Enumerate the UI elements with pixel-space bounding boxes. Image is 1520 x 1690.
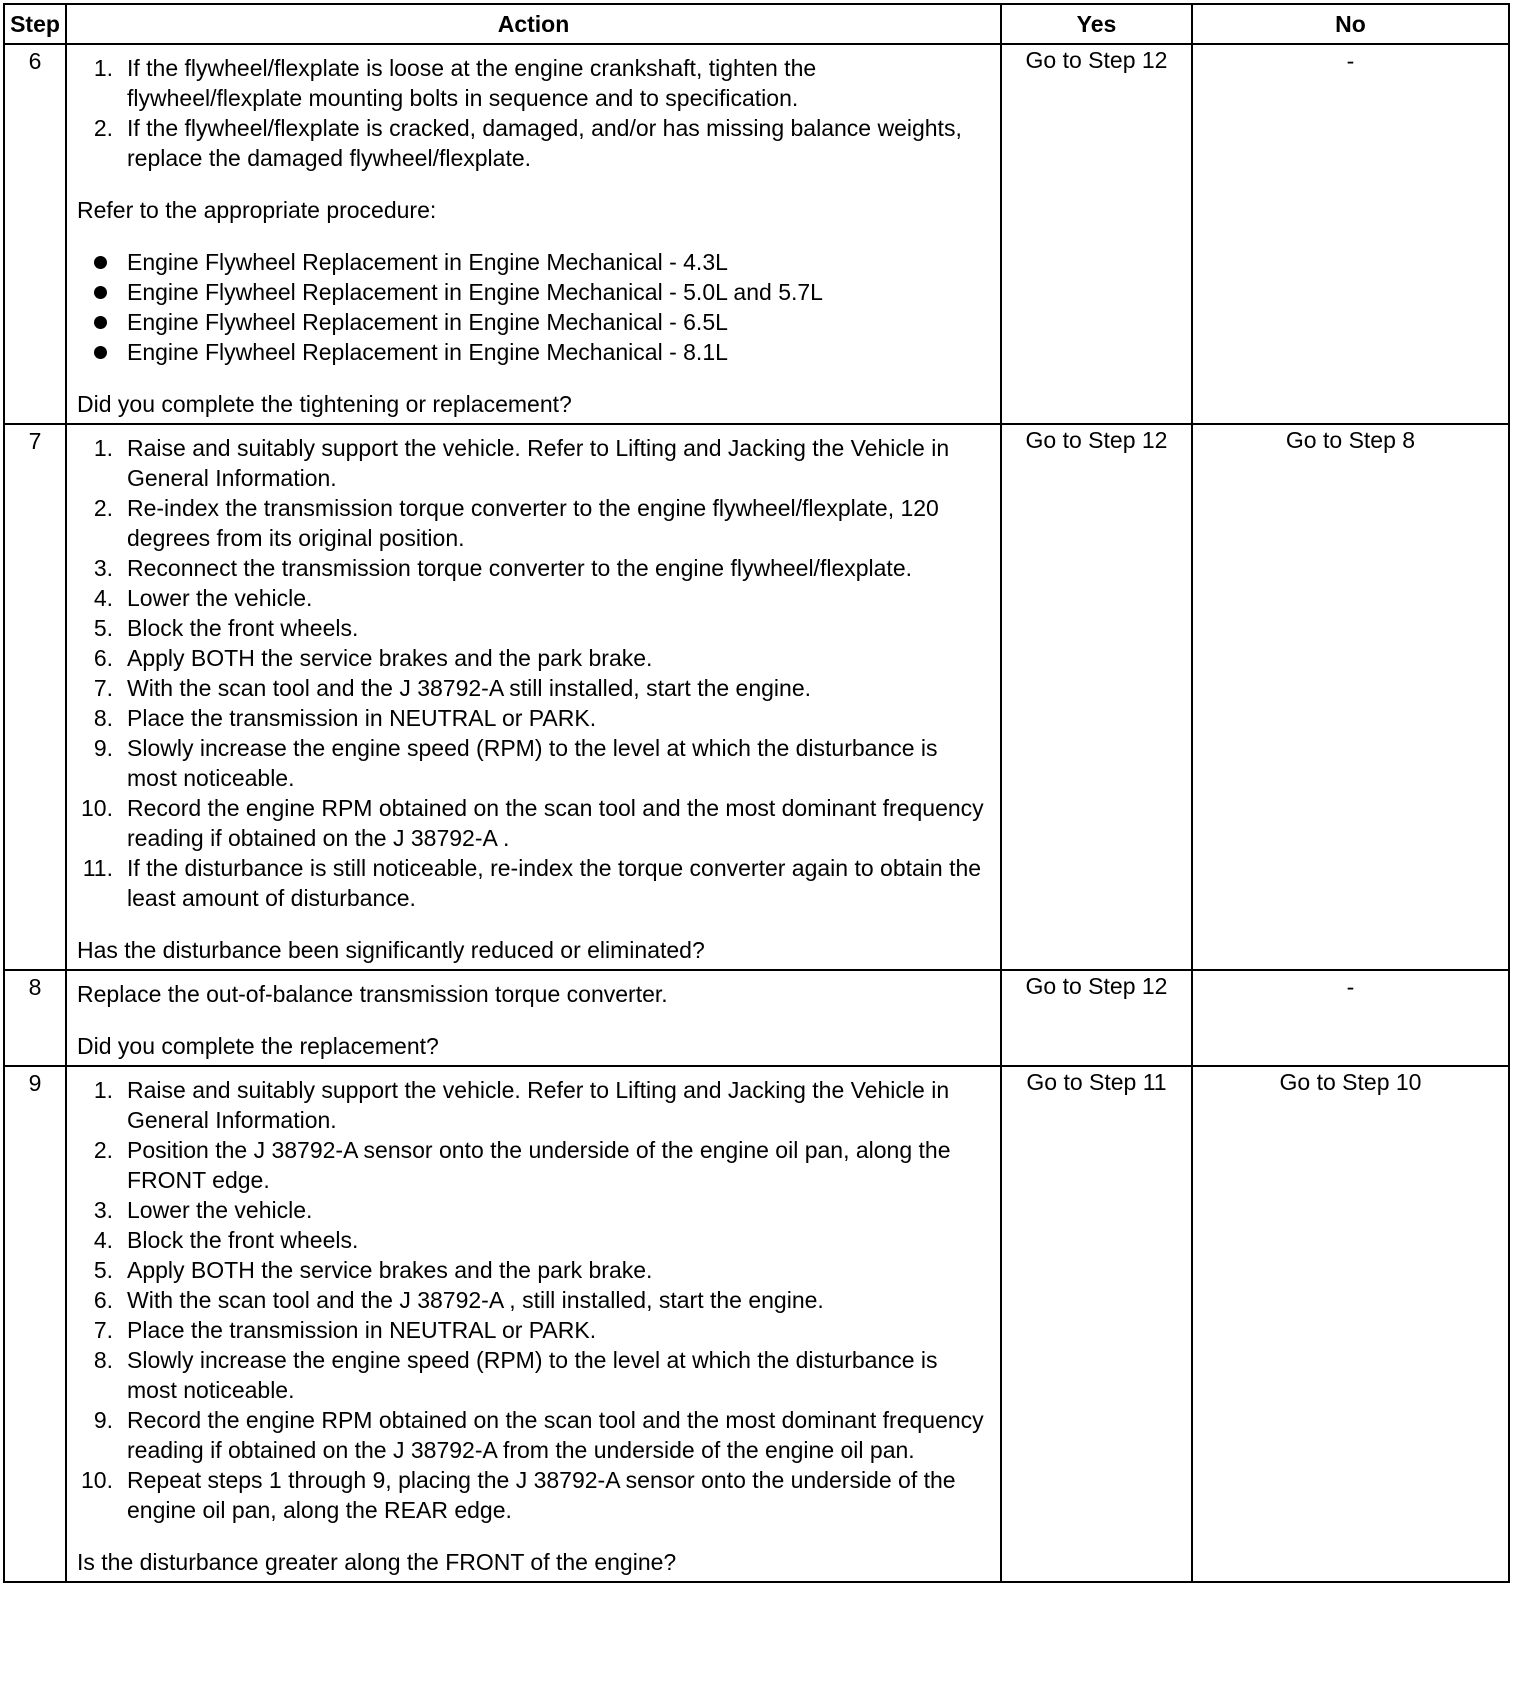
question-text: Has the disturbance been significantly reduced or eliminated? [77, 937, 705, 963]
list-item: 8. Slowly increase the engine speed (RPM) to the level at which the disturbance is most noticeable. [93, 1347, 938, 1403]
step-number: 6 [4, 44, 66, 424]
list-item: Engine Flywheel Replacement in Engine Mechanical - 8.1L [77, 337, 990, 367]
yes-cell: Go to Step 12 [1001, 44, 1192, 424]
yes-cell: Go to Step 12 [1001, 424, 1192, 970]
list-item: 5. Block the front wheels. [93, 615, 359, 641]
list-item: 4. Block the front wheels. [93, 1227, 359, 1253]
list-item: 5. Apply BOTH the service brakes and the park brake. [93, 1257, 653, 1283]
header-no: No [1192, 4, 1509, 44]
table-row-step-8 [4, 970, 1509, 1066]
question-text: Is the disturbance greater along the FRONT of the engine? [77, 1549, 677, 1575]
header-action: Action [66, 4, 1001, 44]
yes-cell: Go to Step 11 [1001, 1066, 1192, 1582]
list-item: 1. Raise and suitably support the vehicle. Refer to Lifting and Jacking the Vehicle in General Information. [93, 435, 950, 491]
list-item: 10. Repeat steps 1 through 9, placing the J 38792-A sensor onto the underside of the engine oil pan, along the REAR edge. [81, 1467, 956, 1523]
list-item: Engine Flywheel Replacement in Engine Mechanical - 6.5L [77, 307, 990, 337]
step-number: 8 [4, 970, 66, 1066]
no-cell: - [1192, 970, 1509, 1066]
list-item: 3. Reconnect the transmission torque converter to the engine flywheel/flexplate. [93, 555, 912, 581]
action-cell [66, 970, 1001, 1066]
bullet-icon [94, 346, 107, 359]
list-item: 7. With the scan tool and the J 38792-A still installed, start the engine. [93, 675, 812, 701]
step-number: 9 [4, 1066, 66, 1582]
list-item: 6. With the scan tool and the J 38792-A , still installed, start the engine. [93, 1287, 824, 1313]
action-cell [66, 1066, 1001, 1582]
list-item: 8. Place the transmission in NEUTRAL or PARK. [93, 705, 597, 731]
list-item: 9. Slowly increase the engine speed (RPM) to the level at which the disturbance is most noticeable. [93, 735, 938, 791]
action-cell [66, 44, 1001, 424]
no-cell: Go to Step 10 [1192, 1066, 1509, 1582]
list-item: 6. Apply BOTH the service brakes and the park brake. [93, 645, 653, 671]
action-list [77, 53, 990, 173]
question-text: Did you complete the tightening or replacement? [77, 391, 572, 417]
list-item: 11. If the disturbance is still noticeable, re-index the torque converter again to obtain the least amount of disturbance. [82, 855, 982, 911]
list-item: 7. Place the transmission in NEUTRAL or PARK. [93, 1317, 597, 1343]
no-cell: Go to Step 8 [1192, 424, 1509, 970]
list-item: 2. Re-index the transmission torque converter to the engine flywheel/flexplate, 120 degrees from its original position. [93, 495, 939, 551]
question-text: Did you complete the replacement? [77, 1033, 439, 1059]
bullet-icon [94, 256, 107, 269]
list-item: Engine Flywheel Replacement in Engine Mechanical - 4.3L [77, 247, 990, 277]
header-yes: Yes [1001, 4, 1192, 44]
no-cell: - [1192, 44, 1509, 424]
list-item: Engine Flywheel Replacement in Engine Mechanical - 5.0L and 5.7L [77, 277, 990, 307]
action-text: Replace the out-of-balance transmission torque converter. [77, 981, 668, 1007]
list-item: 3. Lower the vehicle. [93, 1197, 313, 1223]
list-item: 2. If the flywheel/flexplate is cracked, damaged, and/or has missing balance weights, replace the damaged flywheel/flexplate. [93, 115, 962, 171]
list-item: 1. Raise and suitably support the vehicle. Refer to Lifting and Jacking the Vehicle in General Information. [93, 1077, 950, 1133]
table-row-step-6 [4, 44, 1509, 424]
step-number: 7 [4, 424, 66, 970]
table-row-step-9 [4, 1066, 1509, 1582]
refer-text: Refer to the appropriate procedure: [77, 197, 437, 223]
header-step: Step [4, 4, 66, 44]
list-item: 10. Record the engine RPM obtained on the scan tool and the most dominant frequency reading if obtained on the J 38792-A . [81, 795, 984, 851]
list-item: 1. If the flywheel/flexplate is loose at the engine crankshaft, tighten the flywheel/flexplate mounting bolts in sequence and to specification. [93, 55, 817, 111]
list-item: 4. Lower the vehicle. [93, 585, 313, 611]
bullet-icon [94, 316, 107, 329]
diagnostic-table [3, 3, 1510, 1583]
procedure-list [77, 247, 990, 367]
bullet-icon [94, 286, 107, 299]
list-item: 2. Position the J 38792-A sensor onto the underside of the engine oil pan, along the FRONT edge. [93, 1137, 951, 1193]
header-row [4, 4, 1509, 44]
action-list [77, 433, 990, 913]
table-row-step-7 [4, 424, 1509, 970]
list-item: 9. Record the engine RPM obtained on the scan tool and the most dominant frequency reading if obtained on the J 38792-A from the underside of the engine oil pan. [93, 1407, 984, 1463]
action-list [77, 1075, 990, 1525]
action-cell [66, 424, 1001, 970]
yes-cell: Go to Step 12 [1001, 970, 1192, 1066]
